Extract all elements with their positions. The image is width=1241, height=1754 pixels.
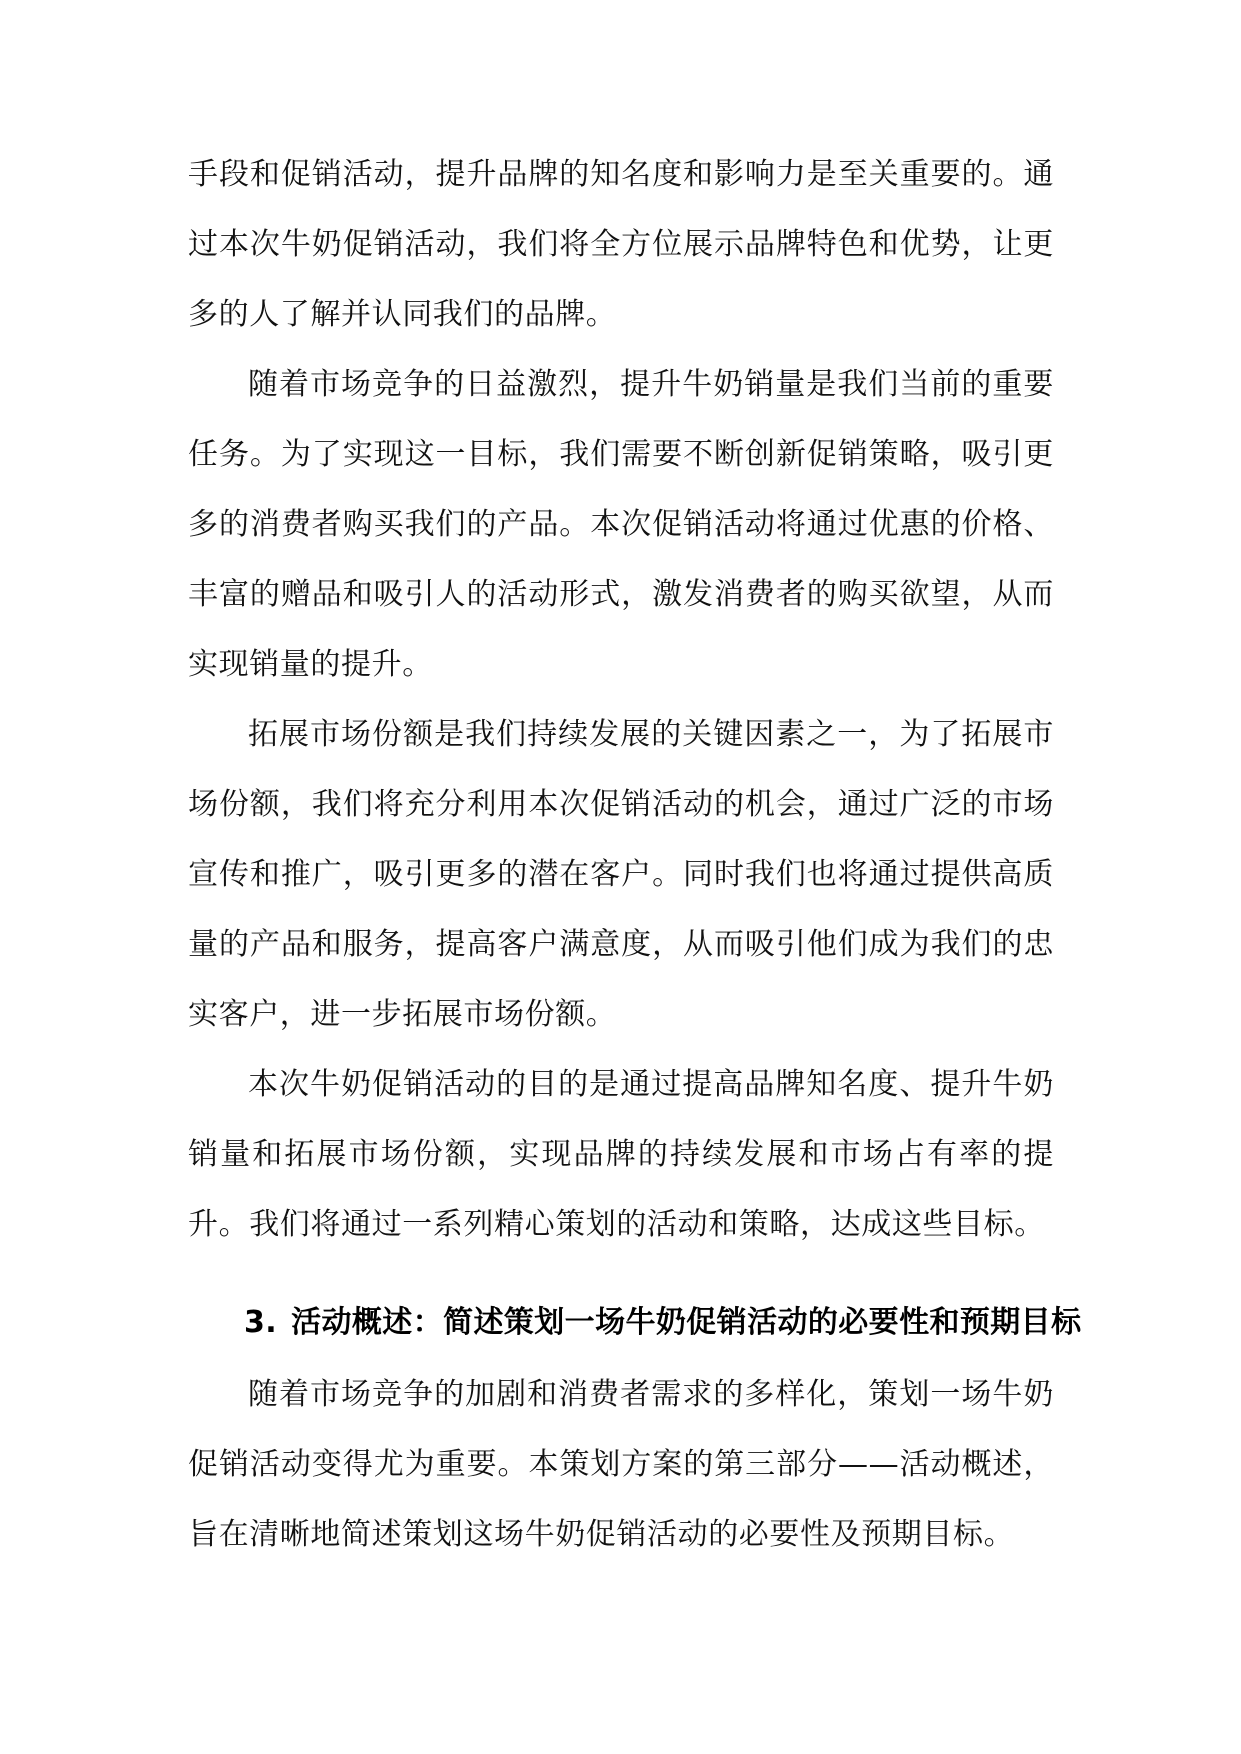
- section-heading: [188, 1288, 1082, 1358]
- paragraph-market-share: 拓展市场份额是我们持续发展的关键因素之一，为了拓展市场份额，我们将充分利用本次促销活动的机会，通过广泛的市场宣传和推广，吸引更多的潜在客户。同时我们也将通过提供高质量的产品和服务，提高客户满意度，从而吸引他们成为我们的忠实客户，进一步拓展市场份额。: [188, 717, 1054, 1032]
- paragraph-overview: 随着市场竞争的加剧和消费者需求的多样化，策划一场牛奶促销活动变得尤为重要。本策划方案的第三部分——活动概述，旨在清晰地简述策划这场牛奶促销活动的必要性及预期目标。: [188, 1377, 1054, 1552]
- section-number: 3.: [244, 1305, 278, 1340]
- paragraph-sales-increase: 随着市场竞争的日益激烈，提升牛奶销量是我们当前的重要任务。为了实现这一目标，我们需要不断创新促销策略，吸引更多的消费者购买我们的产品。本次促销活动将通过优惠的价格、丰富的赠品和吸引人的活动形式，激发消费者的购买欲望，从而实现销量的提升。: [188, 367, 1054, 682]
- paragraph-purpose-summary: 本次牛奶促销活动的目的是通过提高品牌知名度、提升牛奶销量和拓展市场份额，实现品牌的持续发展和市场占有率的提升。我们将通过一系列精心策划的活动和策略，达成这些目标。: [188, 1067, 1054, 1242]
- document-body: [188, 140, 1082, 1570]
- section-title: 活动概述：简述策划一场牛奶促销活动的必要性和预期目标: [291, 1305, 1082, 1340]
- paragraph-brand-awareness: 手段和促销活动，提升品牌的知名度和影响力是至关重要的。通过本次牛奶促销活动，我们将全方位展示品牌特色和优势，让更多的人了解并认同我们的品牌。: [188, 157, 1054, 332]
